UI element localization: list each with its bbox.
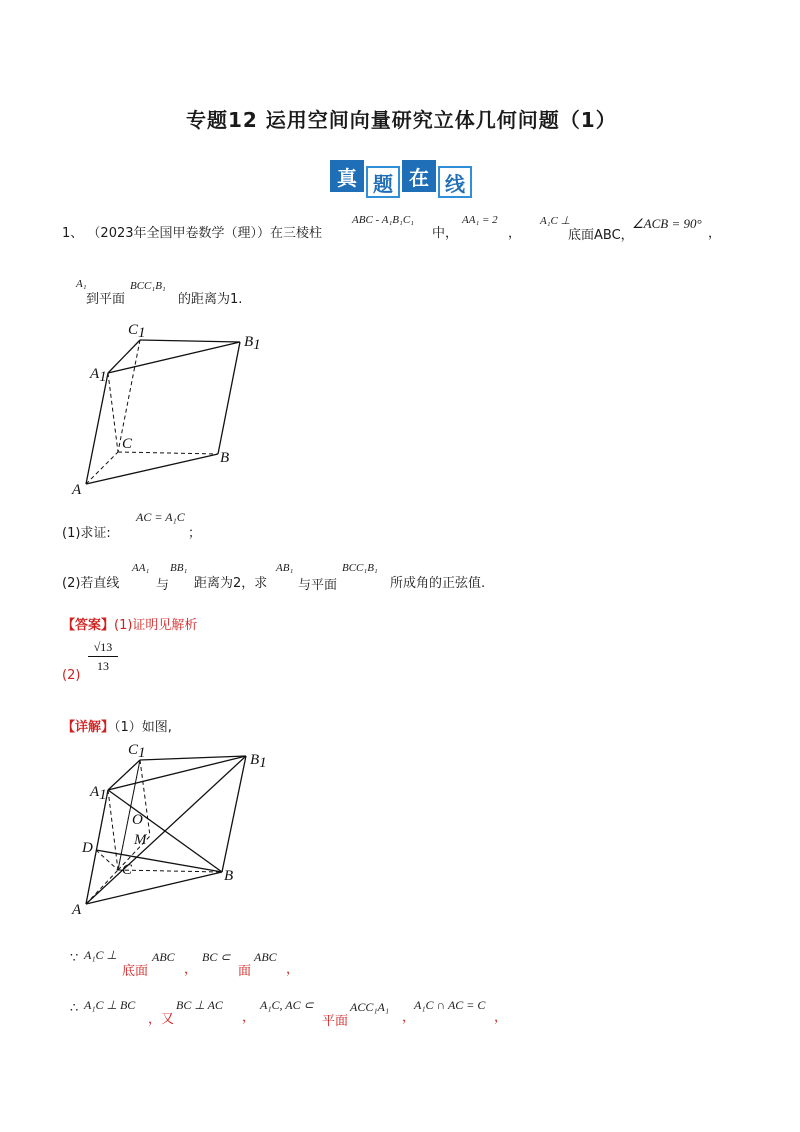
detail-text: （1）如图, [114,720,172,735]
question-2-ab1: AB₁ [276,562,294,574]
detail-line [62,716,172,735]
question-2-bb1: BB₁ [170,562,188,574]
to-plane-text: 到平面 [86,292,126,307]
fraction-denominator: 13 [97,659,109,673]
question-2-label: (2)若直线 [62,576,120,591]
banner-block-4: 线 [438,166,472,198]
label-b: B [220,450,230,466]
line1-a1c-perp: A₁C ⊥ [84,948,117,962]
page-title: 专题12 运用空间向量研究立体几何问题（1） [186,108,617,132]
prism-figure-1 [70,318,280,498]
edge-a-b [86,454,218,484]
question-2-dist: 距离为2，求 [194,576,268,591]
label-c: C [122,436,133,452]
base-text: 底面ABC， [568,228,634,243]
line1-comma: ， [184,962,198,977]
label-c1: C1 [128,742,146,761]
comma: ， [508,226,522,241]
line2-also: ，又 [148,1012,175,1027]
problem-mid-text: 中， [432,226,459,241]
because-symbol: ∵ [70,950,79,965]
question-1-formula: AC = A₁C [136,510,185,524]
problem-number: 1、 [62,226,84,241]
label-a1: A1 [90,366,107,385]
label-c1: C1 [128,322,146,341]
edge-a1-c [108,373,118,452]
label-b1: B1 [244,334,261,353]
line1-abc: ABC [152,950,175,964]
question-2-end: 所成角的正弦值. [390,576,486,591]
line1-plane: 面 [238,964,252,979]
problem-source: （2023年全国甲卷数学（理））在三棱柱 [87,226,323,241]
edge-b1-b [222,756,246,872]
answer-fraction [88,640,118,674]
question-2-aa1: AA₁ [132,562,150,574]
label-c: C [122,862,133,878]
line2-pair: A₁C, AC ⊂ [260,998,314,1012]
banner-block-2: 题 [366,166,400,198]
question-2-plane: BCC₁B₁ [342,562,378,574]
label-m: M [134,832,147,848]
edge-a-c [86,870,118,904]
banner-block-3: 在 [402,160,436,192]
edge-c1-b1 [140,340,240,342]
distance-text: 的距离为1. [178,292,243,307]
edge-a1-c [108,790,118,870]
line1-base: 底面 [122,964,149,979]
edge-a-b [86,872,222,904]
banner-block-1: 真 [330,160,364,192]
line2-intersect: A₁C ∩ AC = C [414,998,486,1012]
edge-b1-b [218,342,240,454]
aa1-formula: AA₁ = 2 [462,214,498,226]
label-b1: B1 [250,752,267,771]
edge-a1-b1 [108,342,240,373]
edge-a-b1 [86,756,246,904]
detail-label: 【详解】 [62,720,115,735]
line2-bc-perp-ac: BC ⊥ AC [176,998,223,1012]
question-1-end: ； [188,526,202,541]
line1-bc-sub: BC ⊂ [202,950,231,964]
label-a1: A1 [90,784,107,803]
a1c-perp-formula: A₁C ⊥ [540,215,571,227]
label-a: A [72,482,82,498]
line2-a1c-perp-bc: A₁C ⊥ BC [84,998,136,1012]
line2-end: ， [494,1010,508,1025]
answer-label: 【答案】 [62,618,115,633]
label-o: O [132,812,143,828]
edge-c-b [118,452,218,454]
section-banner [330,160,472,198]
answer-part-1: (1)证明见解析 [114,618,198,633]
line1-abc-2: ABC [254,950,277,964]
edge-a1-b1 [108,756,246,790]
question-2-with-plane: 与平面 [298,578,338,593]
comma: ， [708,226,722,241]
a1-label: A₁ [76,278,87,290]
question-2-with: 与 [156,578,170,593]
angle-formula: ∠ACB = 90° [632,216,702,231]
line2-acc1a1: ACC₁A₁ [350,1000,390,1014]
line1-end: ， [286,962,300,977]
line2-comma-2: ， [402,1010,416,1025]
prism-figure-2 [70,738,280,918]
answer-part-2-label: (2) [62,668,81,683]
edge-a1-a [86,373,108,484]
fraction-numerator: √13 [88,640,118,657]
question-1-label: (1)求证: [62,526,111,541]
label-d: D [82,840,93,856]
plane-formula: BCC₁B₁ [130,280,166,292]
label-b: B [224,868,234,884]
prism-formula: ABC - A₁B₁C₁ [352,214,414,226]
answer-line [62,614,197,633]
line2-plane: 平面 [322,1014,349,1029]
label-a: A [72,902,82,918]
edge-d-b [96,850,222,872]
edge-c-b [118,870,222,872]
therefore-symbol: ∴ [70,1000,79,1015]
edge-a1-c1 [108,340,140,373]
line2-comma: ， [242,1010,256,1025]
